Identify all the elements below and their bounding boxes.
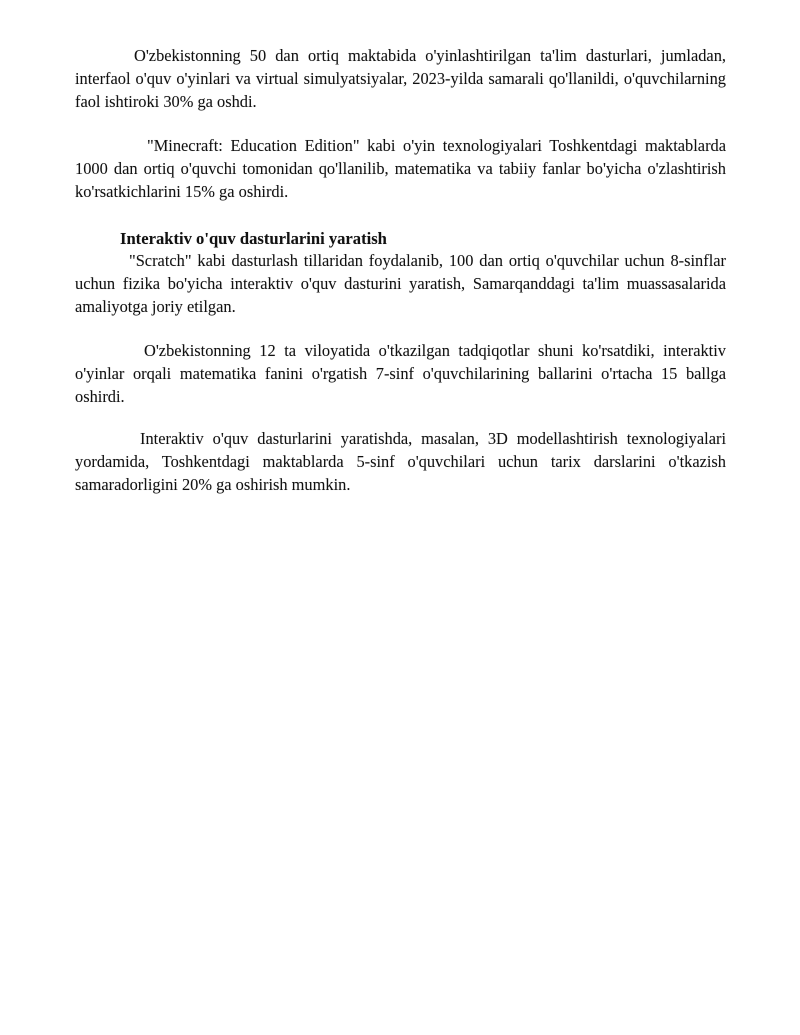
paragraph-scratch-programming: "Scratch" kabi dasturlash tillaridan foydalanib, 100 dan ortiq o'quvchilar uchun 8-sinflar uchun fizika bo'yicha interaktiv o'quv dasturini yaratish, Samarqanddagi ta'lim muassasalarida amaliyotga joriy etilgan. [75,251,726,316]
paragraph-regional-research: O'zbekistonning 12 ta viloyatida o'tkazilgan tadqiqotlar shuni ko'rsatdiki, interaktiv o'yinlar orqali matematika fanini o'rgatish 7-sinf o'quvchilarining ballarini o'rtacha 15 ballga oshirdi. [75,341,726,406]
paragraph-gamified-education: O'zbekistonning 50 dan ortiq maktabida o'yinlashtirilgan ta'lim dasturlari, jumladan, interfaol o'quv o'yinlari va virtual simulyatsiyalar, 2023-yilda samarali qo'llanildi, o'quvchilarning faol ishtiroki 30% ga oshdi. [75,46,726,111]
paragraph-3d-modelling: Interaktiv o'quv dasturlarini yaratishda, masalan, 3D modellashtirish texnologiyalari yordamida, Toshkentdagi maktablarda 5-sinf o'quvchilari uchun tarix darslarini o'tkazish samaradorligini 20% ga oshirish mumkin. [75,429,726,494]
paragraph-minecraft-education: "Minecraft: Education Edition" kabi o'yin texnologiyalari Toshkentdagi maktablarda 1000 dan ortiq o'quvchi tomonidan qo'llanilib, matematika va tabiiy fanlar bo'yicha o'zlashtirish ko'rsatkichlarini 15% ga oshirdi. [75,136,726,201]
section-heading: Interaktiv o'quv dasturlarini yaratish [120,229,387,248]
